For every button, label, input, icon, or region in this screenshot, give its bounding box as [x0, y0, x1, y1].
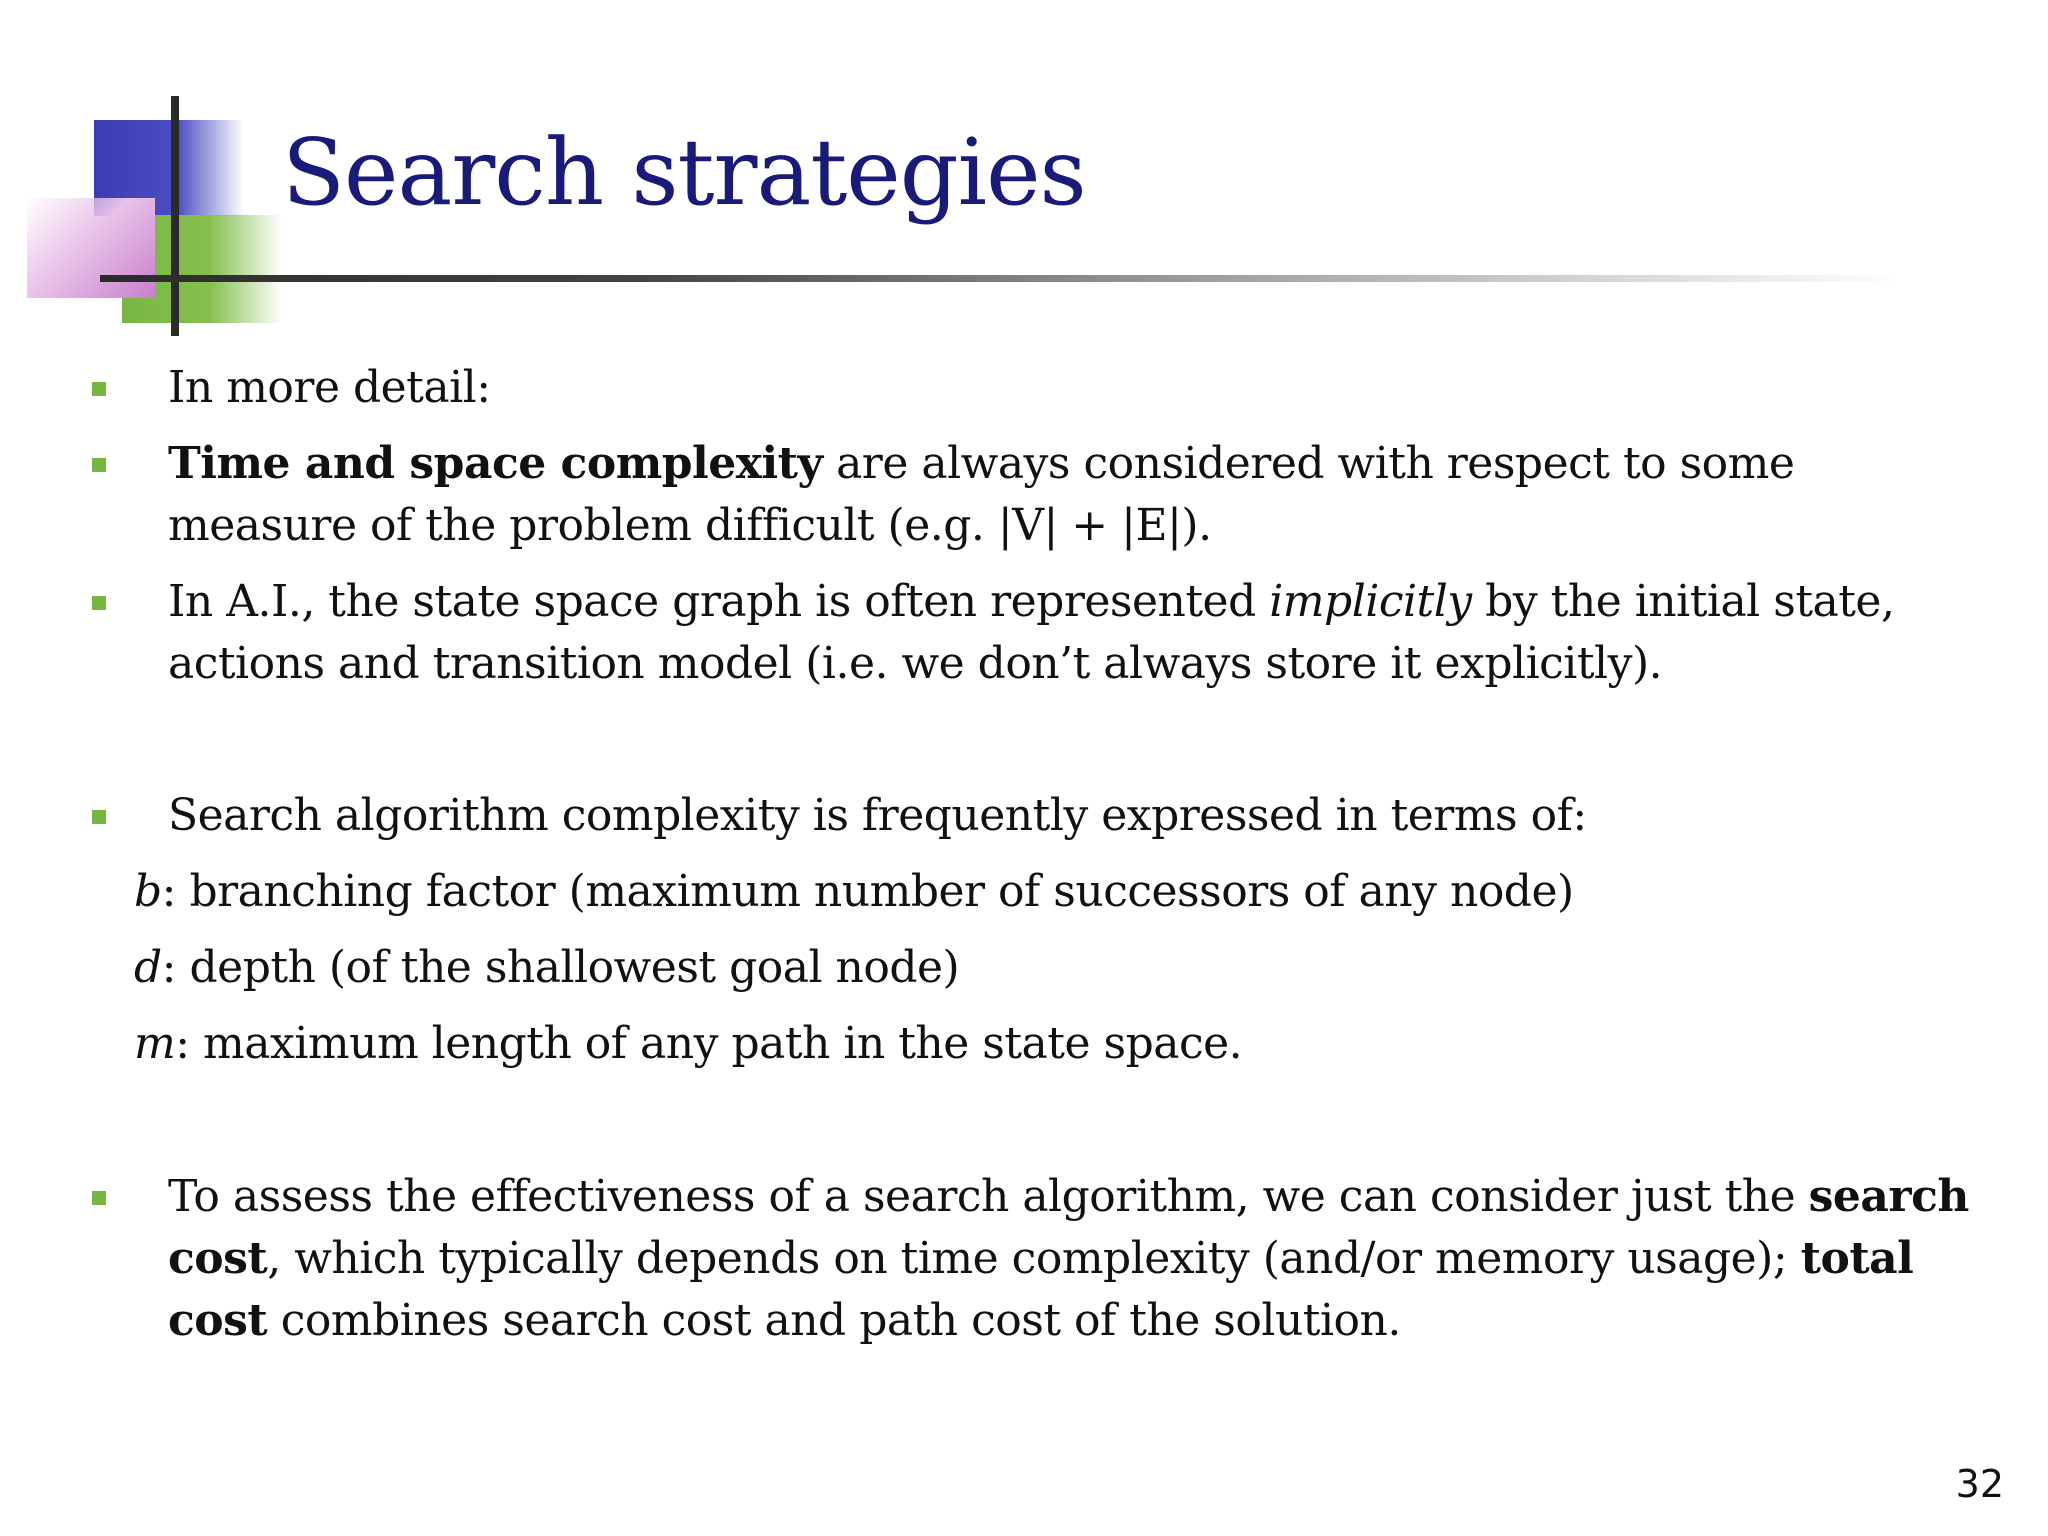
title-underline: [100, 275, 1900, 282]
definition-depth: [134, 937, 2014, 999]
bullet-marker: [92, 596, 106, 610]
bold-term: Time and space complexity: [168, 438, 823, 489]
bullet-text: [168, 357, 2048, 419]
bold-term: total: [1800, 1233, 1914, 1284]
bullet-marker: [92, 1191, 106, 1205]
italic-term: implicitly: [1269, 576, 1472, 627]
definition-max-length: [134, 1013, 2014, 1075]
bullet-text-line: To assess the effectiveness of a search algorithm, we can consider just the: [168, 1171, 1809, 1222]
definition-symbol: m: [134, 1018, 176, 1069]
bullet-text-line: combines search cost and path cost of the solution.: [267, 1295, 1401, 1346]
bullet-text-line: In more detail:: [168, 362, 491, 413]
bullet-marker: [92, 810, 106, 824]
bullet-text-line: actions and transition model (i.e. we don’t always store it explicitly).: [168, 638, 1663, 689]
bullet-text-line: Search algorithm complexity is frequently expressed in terms of:: [168, 790, 1587, 841]
page-number: 32: [1955, 1462, 2004, 1506]
definition-symbol: b: [134, 866, 162, 917]
bullet-marker: [92, 458, 106, 472]
bullet-text: [168, 571, 2048, 695]
bullet-marker: [92, 382, 106, 396]
definition-text: : maximum length of any path in the state space.: [175, 1018, 1243, 1069]
bullet-text-line: by the initial state,: [1471, 576, 1895, 627]
bullet-text: [168, 785, 2048, 847]
definition-branching-factor: [134, 861, 2014, 923]
definition-text: : depth (of the shallowest goal node): [161, 942, 960, 993]
bullet-text-line: measure of the problem difficult (e.g. |V| + |E|).: [168, 500, 1212, 551]
bold-term: cost: [168, 1295, 268, 1346]
decorative-pink-square: [27, 198, 155, 298]
definition-symbol: d: [134, 942, 162, 993]
bullet-text-line: In A.I., the state space graph is often represented: [168, 576, 1270, 627]
bullet-text: [168, 433, 2048, 557]
slide-title: Search strategies: [282, 119, 1086, 226]
decorative-vertical-line: [171, 96, 179, 336]
definition-text: : branching factor (maximum number of successors of any node): [161, 866, 1574, 917]
bold-term: cost: [168, 1233, 268, 1284]
bullet-text-line: , which typically depends on time complexity (and/or memory usage);: [267, 1233, 1801, 1284]
bullet-text-line: are always considered with respect to some: [822, 438, 1795, 489]
bold-term: search: [1808, 1171, 1969, 1222]
bullet-text: [168, 1166, 2048, 1352]
